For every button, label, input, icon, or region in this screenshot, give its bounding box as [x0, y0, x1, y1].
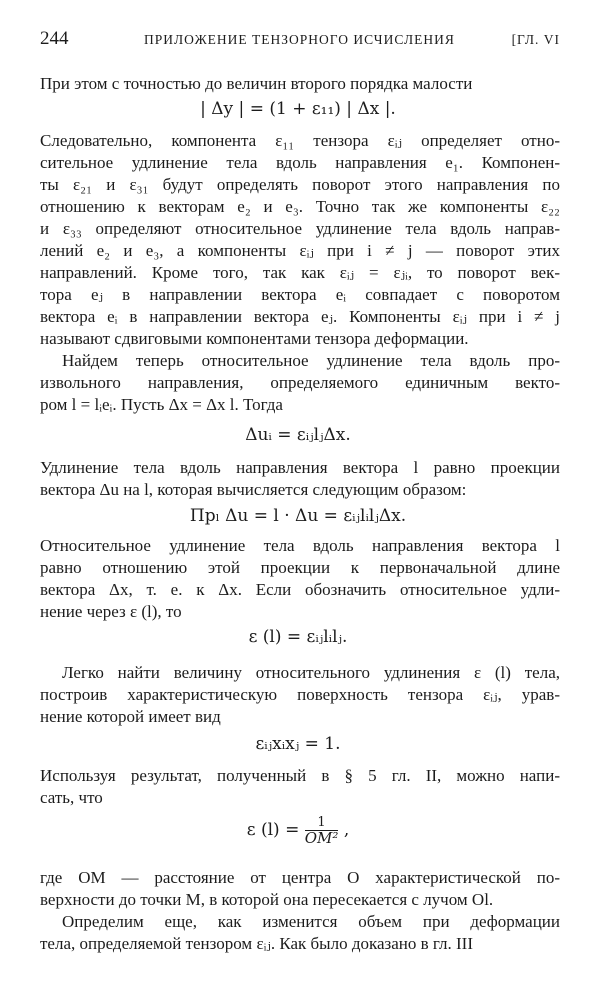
text-line: извольного направления, определяемого единичным векто-	[40, 373, 560, 392]
text-line: нение через ε (l), то	[40, 602, 182, 621]
text-line: равно отношению этой проекции к первоначальной длине	[40, 558, 560, 577]
text-line: сительное удлинение тела вдоль направления e₁. Компонен-	[40, 153, 560, 172]
text-line: где OM — расстояние от центра O характеристической по-	[40, 868, 560, 887]
text-line: сать, что	[40, 788, 103, 807]
fraction-numerator: 1	[305, 816, 339, 831]
page-header	[40, 28, 560, 54]
text-line: вектора Δu на l, которая вычисляется следующим образом:	[40, 480, 467, 499]
formula-delta-u: Δuᵢ = εᵢⱼlⱼΔx.	[245, 425, 351, 445]
running-title: ПРИЛОЖЕНИЕ ТЕНЗОРНОГО ИСЧИСЛЕНИЯ	[144, 32, 455, 47]
formula-fraction	[0, 816, 596, 845]
text-line: ром l = lᵢeᵢ. Пусть Δx = Δx l. Тогда	[40, 395, 283, 414]
text-line: Следовательно, компонента ε₁₁ тензора εᵢⱼ определяет отно-	[40, 131, 560, 150]
text-line: называют сдвиговыми компонентами тензора деформации.	[40, 329, 469, 348]
text-line: Относительное удлинение тела вдоль направления вектора l	[40, 536, 560, 555]
page-number: 244	[40, 28, 69, 49]
fraction	[305, 816, 339, 845]
formula-surface: εᵢⱼxᵢxⱼ = 1.	[255, 734, 341, 754]
text-line: При этом с точностью до величин второго порядка малости	[40, 74, 473, 93]
text-line: вектора eᵢ в направлении вектора eⱼ. Компоненты εᵢⱼ при i ≠ j	[40, 307, 560, 326]
text-line: Легко найти величину относительного удлинения ε (l) тела,	[62, 663, 560, 682]
text-line: отношению к векторам e₂ и e₃. Точно так же компоненты ε₂₂	[40, 197, 560, 216]
text-line: и ε₃₃ определяют относительное удлинение тела вдоль направ-	[40, 219, 560, 238]
chapter-label: [ГЛ. VI	[511, 32, 560, 47]
formula-projection: Прₗ Δu = l · Δu = εᵢⱼlᵢlⱼΔx.	[189, 506, 407, 526]
fraction-denominator: OM²	[304, 829, 339, 847]
text-line: нение которой имеет вид	[40, 707, 221, 726]
text-line: лений e₂ и e₃, а компоненты εᵢⱼ при i ≠ j — поворот этих	[40, 241, 560, 260]
text-line: Удлинение тела вдоль направления вектора l равно проекции	[40, 458, 560, 477]
text-line: построив характеристическую поверхность тензора εᵢⱼ, урав-	[40, 685, 560, 704]
text-line: Определим еще, как изменится объем при деформации	[62, 912, 560, 931]
fraction-end: ,	[343, 820, 350, 840]
text-line: направлений. Кроме того, так как εᵢⱼ = εⱼᵢ, то поворот век-	[40, 263, 560, 282]
text-line: тора eⱼ в направлении вектора eᵢ совпадает с поворотом	[40, 285, 560, 304]
text-line: верхности до точки M, в которой она пересекается с лучом Ol.	[40, 890, 494, 909]
text-line: Используя результат, полученный в § 5 гл. II, можно напи-	[40, 766, 560, 785]
formula-epsilon-l: ε (l) = εᵢⱼlᵢlⱼ.	[248, 627, 348, 647]
fraction-lhs: ε (l) =	[246, 820, 300, 840]
text-line: ты ε₂₁ и ε₃₁ будут определять поворот этого направления по	[40, 175, 560, 194]
formula-delta-y: | Δy | = (1 + ε₁₁) | Δx |.	[200, 99, 396, 119]
text-line: вектора Δx, т. е. к Δx. Если обозначить относительное удли-	[40, 580, 560, 599]
text-line: тела, определяемой тензором εᵢⱼ. Как было доказано в гл. III	[40, 934, 473, 953]
text-line: Найдем теперь относительное удлинение тела вдоль про-	[62, 351, 560, 370]
